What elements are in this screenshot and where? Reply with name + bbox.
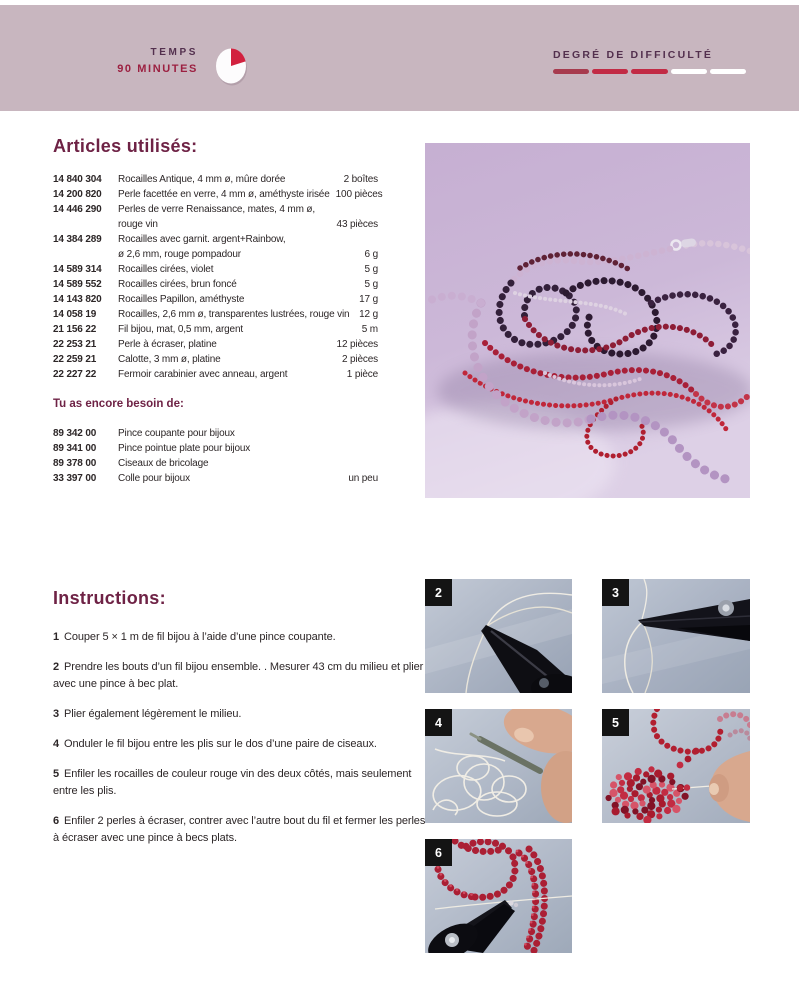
- item-quantity: un peu: [348, 473, 378, 484]
- step-number-badge: 3: [602, 579, 629, 606]
- article-row: [53, 322, 378, 337]
- item-number: 22 259 21: [53, 354, 97, 365]
- article-row: [53, 247, 378, 262]
- item-quantity: 2 pièces: [341, 354, 378, 365]
- step-number: 4: [53, 738, 60, 750]
- item-description: Calotte, 3 mm ø, platine: [118, 354, 221, 365]
- tool-row: [53, 456, 378, 471]
- article-row: [53, 187, 383, 202]
- item-quantity: 5 g: [364, 264, 378, 275]
- step-photo-3: [602, 579, 750, 693]
- item-description: Rocailles cirées, brun foncé: [118, 279, 237, 290]
- step-number-badge: 5: [602, 709, 629, 736]
- instruction-step: 2 Prendre les bouts d’un fil bijou ensemble. . Mesurer 43 cm du milieu et plier avec une pince à bec plat.: [53, 661, 424, 690]
- step-number-badge: 2: [425, 579, 452, 606]
- item-number: 22 253 21: [53, 339, 97, 350]
- item-description: Perle facettée en verre, 4 mm ø, améthyste irisée: [118, 189, 330, 200]
- item-description: Perle à écraser, platine: [118, 339, 217, 350]
- difficulty-label: DEGRÉ DE DIFFICULTÉ: [553, 49, 714, 61]
- item-quantity: [372, 232, 378, 247]
- item-number: 14 384 289: [53, 234, 102, 245]
- article-row: [53, 337, 378, 352]
- article-row: [53, 217, 378, 232]
- articles-list: [53, 172, 383, 382]
- instruction-step: 1 Couper 5 × 1 m de fil bijou à l’aide d’une pince coupante.: [53, 631, 336, 643]
- item-description: Rocailles cirées, violet: [118, 264, 214, 275]
- item-description: Colle pour bijoux: [118, 473, 190, 484]
- item-description: ø 2,6 mm, rouge pompadour: [118, 249, 241, 260]
- necklace-illustration: [425, 143, 750, 498]
- step-number: 5: [53, 768, 60, 780]
- article-row: [53, 202, 378, 217]
- difficulty-segment: [553, 69, 589, 74]
- tool-row: [53, 471, 378, 486]
- item-quantity: [372, 202, 378, 217]
- difficulty-segment: [631, 69, 667, 74]
- step-number: 1: [53, 631, 60, 643]
- step-photo-2: [425, 579, 572, 693]
- instruction-step: 4 Onduler le fil bijou entre les plis sur le dos d’une paire de ciseaux.: [53, 738, 377, 750]
- difficulty-block: [553, 49, 746, 74]
- step-number-badge: 6: [425, 839, 452, 866]
- item-description: Pince pointue plate pour bijoux: [118, 443, 251, 454]
- article-row: [53, 367, 378, 382]
- item-quantity: [372, 456, 378, 471]
- article-row: [53, 172, 378, 187]
- item-number: 14 143 820: [53, 294, 102, 305]
- article-row: [53, 232, 378, 247]
- finished-necklace-photo: [425, 143, 750, 498]
- item-number: 14 589 552: [53, 279, 102, 290]
- step-photo-4: [425, 709, 572, 823]
- item-quantity: 2 boîtes: [343, 174, 378, 185]
- item-quantity: 12 g: [359, 309, 378, 320]
- step-number: 6: [53, 815, 60, 827]
- instruction-step: 6 Enfiler 2 perles à écraser, contrer avec l’autre bout du fil et fermer les perles à écraser avec une pince à becs plats.: [53, 815, 426, 844]
- instruction-step: 5 Enfiler les rocailles de couleur rouge vin des deux côtés, mais seulement entre les plis.: [53, 768, 412, 797]
- tools-list: [53, 426, 378, 486]
- articles-title: Articles utilisés:: [53, 136, 198, 156]
- article-row: [53, 292, 378, 307]
- item-quantity: 43 pièces: [336, 219, 378, 230]
- difficulty-segment: [710, 69, 746, 74]
- tool-row: [53, 441, 378, 456]
- timer-icon: [214, 45, 250, 89]
- item-description: Rocailles, 2,6 mm ø, transparentes lustrées, rouge vin: [118, 309, 350, 320]
- articles-section: [53, 136, 383, 486]
- step-photo-5: [602, 709, 750, 823]
- difficulty-meter: [553, 69, 746, 74]
- item-number: 33 397 00: [53, 473, 97, 484]
- item-number: 14 200 820: [53, 189, 102, 200]
- item-number: 21 156 22: [53, 324, 97, 335]
- item-number: 89 341 00: [53, 443, 97, 454]
- instruction-step: 3 Plier également légèrement le milieu.: [53, 708, 242, 720]
- item-number: 14 058 19: [53, 309, 97, 320]
- item-quantity: 12 pièces: [336, 339, 378, 350]
- item-description: Ciseaux de bricolage: [118, 458, 209, 469]
- article-row: [53, 307, 378, 322]
- tools-title: Tu as encore besoin de:: [53, 398, 184, 410]
- item-description: Pince coupante pour bijoux: [118, 428, 235, 439]
- difficulty-segment: [592, 69, 628, 74]
- step-number: 3: [53, 708, 60, 720]
- step-photo-6: [425, 839, 572, 953]
- article-row: [53, 262, 378, 277]
- time-label: TEMPS: [150, 47, 198, 58]
- item-number: 14 589 314: [53, 264, 102, 275]
- item-description: Fil bijou, mat, 0,5 mm, argent: [118, 324, 243, 335]
- item-quantity: 5 m: [361, 324, 378, 335]
- item-number: [53, 247, 118, 262]
- step-number: 2: [53, 661, 60, 673]
- tool-row: [53, 426, 378, 441]
- item-quantity: 1 pièce: [346, 369, 378, 380]
- item-quantity: 6 g: [364, 249, 378, 260]
- time-value: 90 MINUTES: [117, 63, 198, 75]
- item-number: 89 378 00: [53, 458, 97, 469]
- item-description: Perles de verre Renaissance, mates, 4 mm ø,: [118, 204, 315, 215]
- instructions-section: [53, 588, 427, 860]
- item-quantity: 100 pièces: [335, 189, 383, 200]
- item-number: 89 342 00: [53, 428, 97, 439]
- item-quantity: [372, 441, 378, 456]
- item-number: 14 840 304: [53, 174, 102, 185]
- item-number: 14 446 290: [53, 204, 102, 215]
- step-number-badge: 4: [425, 709, 452, 736]
- item-quantity: [372, 426, 378, 441]
- item-number: [53, 217, 118, 232]
- header-band: [0, 5, 799, 111]
- article-row: [53, 277, 378, 292]
- item-description: Rocailles Papillon, améthyste: [118, 294, 245, 305]
- item-number: 22 227 22: [53, 369, 97, 380]
- time-block: [60, 47, 198, 75]
- item-quantity: 5 g: [364, 279, 378, 290]
- item-description: Rocailles Antique, 4 mm ø, mûre dorée: [118, 174, 286, 185]
- difficulty-segment: [671, 69, 707, 74]
- item-description: rouge vin: [118, 219, 158, 230]
- item-description: Rocailles avec garnit. argent+Rainbow,: [118, 234, 286, 245]
- item-quantity: 17 g: [359, 294, 378, 305]
- instructions-title: Instructions:: [53, 588, 166, 608]
- instruction-steps: [53, 629, 427, 847]
- item-description: Fermoir carabinier avec anneau, argent: [118, 369, 288, 380]
- article-row: [53, 352, 378, 367]
